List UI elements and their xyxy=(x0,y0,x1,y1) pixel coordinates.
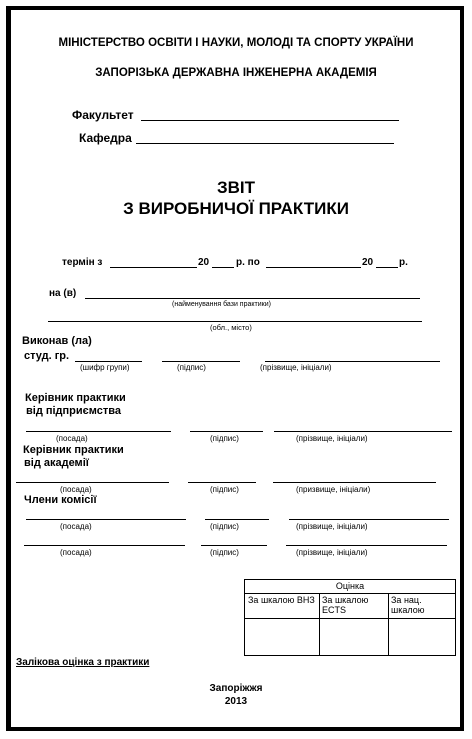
student-name-field[interactable] xyxy=(265,361,440,362)
grade-col-university: За шкалою ВНЗ xyxy=(248,595,315,605)
academy-supervisor-label: Керівник практики xyxy=(23,444,124,456)
term-suffix: р. xyxy=(399,257,408,268)
academy-supervisor-label-2: від академії xyxy=(24,457,89,469)
department-field[interactable] xyxy=(136,143,394,144)
grade-col-national: За нац. шкалою xyxy=(391,595,425,615)
term-end-year-field[interactable] xyxy=(376,267,398,268)
region-city-caption: (обл., місто) xyxy=(210,323,252,332)
term-mid: р. по xyxy=(236,257,260,268)
academy-name-field[interactable] xyxy=(273,482,436,483)
commission2-position-field[interactable] xyxy=(24,545,185,546)
ministry-heading: МІНІСТЕРСТВО ОСВІТИ І НАУКИ, МОЛОДІ ТА СПОРТУ УКРАЇНИ xyxy=(58,37,414,49)
enterprise-position-field[interactable] xyxy=(26,431,171,432)
commission2-name-caption: (прізвище, ініціали) xyxy=(296,548,368,557)
footer-year: 2013 xyxy=(224,696,248,707)
place-label: на (в) xyxy=(49,288,77,299)
faculty-field[interactable] xyxy=(141,120,399,121)
term-start-year-field[interactable] xyxy=(212,267,234,268)
grade-cell-ects[interactable] xyxy=(320,619,388,655)
student-group-label: студ. гр. xyxy=(24,350,70,362)
enterprise-signature-caption: (підпис) xyxy=(210,434,239,443)
commission1-signature-caption: (підпис) xyxy=(210,522,239,531)
group-code-caption: (шифр групи) xyxy=(80,363,130,372)
region-city-field[interactable] xyxy=(48,321,422,322)
academy-name-caption: (призвище, ініціали) xyxy=(296,485,371,494)
term-year1-label: 20 xyxy=(198,257,210,268)
enterprise-supervisor-label: Керівник практики xyxy=(25,392,126,404)
commission1-name-field[interactable] xyxy=(289,519,449,520)
grade-cell-university[interactable] xyxy=(245,619,319,655)
student-signature-field[interactable] xyxy=(162,361,240,362)
faculty-label: Факультет xyxy=(72,108,134,122)
academy-heading: ЗАПОРІЗЬКА ДЕРЖАВНА ІНЖЕНЕРНА АКАДЕМІЯ xyxy=(95,67,377,79)
student-name-caption: (прізвище, ініціали) xyxy=(260,363,332,372)
report-subtitle: З ВИРОБНИЧОЇ ПРАКТИКИ xyxy=(123,199,349,218)
enterprise-supervisor-label-2: від підприємства xyxy=(26,405,121,417)
student-signature-caption: (підпис) xyxy=(177,363,206,372)
commission1-name-caption: (прізвище, ініціали) xyxy=(296,522,368,531)
commission2-position-caption: (посада) xyxy=(60,548,92,557)
term-end-date-field[interactable] xyxy=(266,267,361,268)
academy-signature-field[interactable] xyxy=(188,482,256,483)
academy-signature-caption: (підпис) xyxy=(210,485,239,494)
report-title: ЗВІТ xyxy=(216,178,256,197)
commission2-signature-caption: (підпис) xyxy=(210,548,239,557)
academy-position-caption: (посада) xyxy=(60,485,92,494)
practice-base-caption: (найменування бази практики) xyxy=(172,301,271,308)
term-year2-label: 20 xyxy=(362,257,374,268)
practice-base-field[interactable] xyxy=(85,298,420,299)
commission2-name-field[interactable] xyxy=(286,545,447,546)
group-code-field[interactable] xyxy=(75,361,142,362)
commission1-position-field[interactable] xyxy=(26,519,186,520)
academy-position-field[interactable] xyxy=(16,482,169,483)
commission-label: Члени комісії xyxy=(24,494,97,506)
grade-table xyxy=(244,579,456,656)
enterprise-name-field[interactable] xyxy=(274,431,452,432)
grade-table-title: Оцінка xyxy=(245,580,455,594)
grade-cell-national[interactable] xyxy=(389,619,456,655)
final-grade-label: Залікова оцінка з практики xyxy=(16,657,150,668)
grade-table-header-row xyxy=(245,593,455,619)
enterprise-signature-field[interactable] xyxy=(190,431,263,432)
commission1-position-caption: (посада) xyxy=(60,522,92,531)
enterprise-name-caption: (прізвище, ініціали) xyxy=(296,434,368,443)
grade-col-ects: За шкалою ECTS xyxy=(322,595,369,615)
enterprise-position-caption: (посада) xyxy=(56,434,88,443)
commission2-signature-field[interactable] xyxy=(201,545,267,546)
department-label: Кафедра xyxy=(79,131,132,145)
commission1-signature-field[interactable] xyxy=(205,519,269,520)
performer-label: Виконав (ла) xyxy=(22,335,92,347)
term-start-date-field[interactable] xyxy=(110,267,197,268)
term-prefix: термін з xyxy=(62,257,103,268)
footer-city: Запоріжжя xyxy=(209,683,263,694)
